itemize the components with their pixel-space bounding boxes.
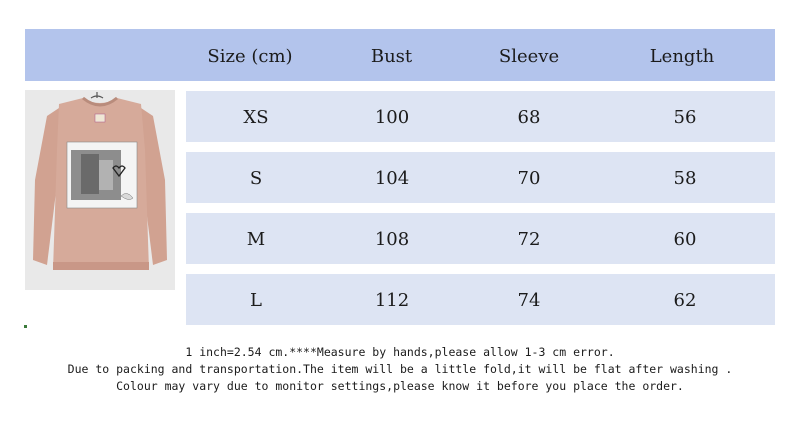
cell-bust: 104	[374, 168, 410, 189]
cell-size: XS	[243, 107, 269, 128]
cell-sleeve: 72	[517, 229, 541, 250]
header-sleeve: Sleeve	[498, 46, 560, 67]
cell-bust: 108	[374, 229, 410, 250]
header-length: Length	[649, 46, 715, 67]
cell-sleeve: 74	[517, 290, 541, 311]
product-photo	[25, 90, 175, 290]
stray-mark	[24, 325, 27, 328]
notes-block	[0, 344, 800, 395]
cell-sleeve: 68	[517, 107, 541, 128]
note-measurement: 1 inch=2.54 cm.****Measure by hands,please allow 1-3 cm error.	[185, 345, 615, 359]
cell-length: 58	[673, 168, 697, 189]
header-size: Size (cm)	[207, 46, 293, 67]
note-colour: Colour may vary due to monitor settings,please know it before you place the order.	[116, 379, 684, 393]
cell-bust: 100	[374, 107, 410, 128]
cell-bust: 112	[374, 290, 410, 311]
cell-length: 62	[673, 290, 697, 311]
note-packing: Due to packing and transportation.The item will be a little fold,it will be flat after washing .	[67, 362, 733, 376]
cell-size: L	[250, 290, 262, 311]
cell-length: 60	[673, 229, 697, 250]
cell-size: M	[246, 229, 266, 250]
cell-size: S	[249, 168, 263, 189]
header-bust: Bust	[370, 46, 413, 67]
cell-sleeve: 70	[517, 168, 541, 189]
cell-length: 56	[673, 107, 697, 128]
